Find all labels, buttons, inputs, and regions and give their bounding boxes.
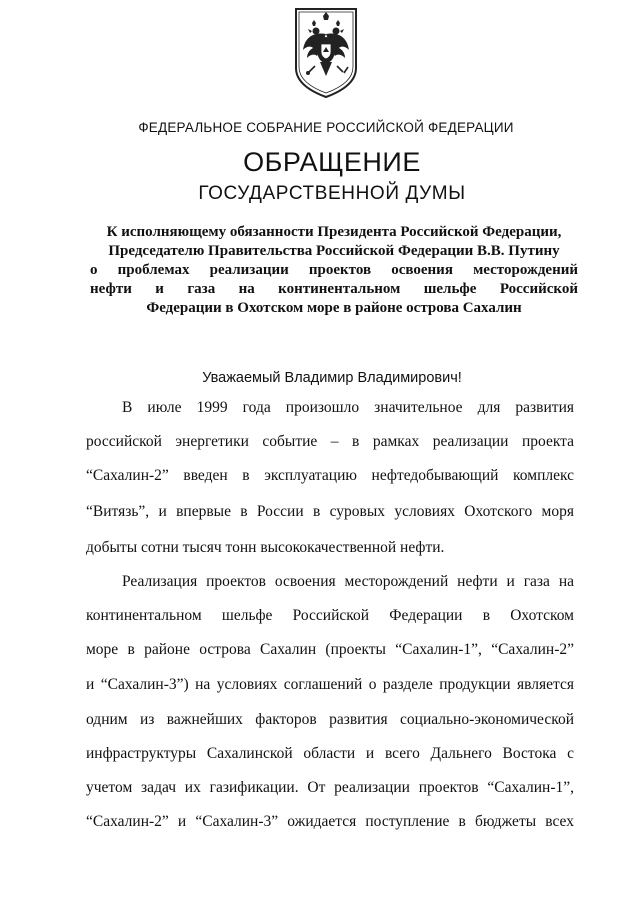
body-line: инфраструктуры Сахалинской области и всего Дальнего Востока с [86, 745, 574, 762]
addressee-line: о проблемах реализации проектов освоения месторождений [90, 262, 578, 278]
salutation: Уважаемый Владимир Владимирович! [202, 370, 462, 386]
body-line: Реализация проектов освоения месторождений нефти и газа на [122, 573, 574, 590]
body-line: море в районе острова Сахалин (проекты “Сахалин-1”, “Сахалин-2” [86, 641, 574, 658]
addressee-line: Федерации в Охотском море в районе острова Сахалин [146, 300, 522, 316]
addressee-block [90, 223, 578, 318]
body-line: В июле 1999 года произошло значительное для развития [122, 399, 574, 416]
double-headed-eagle-icon [293, 6, 359, 100]
body-line: “Сахалин-2” введен в эксплуатацию нефтедобывающий комплекс [86, 467, 574, 484]
addressee-line: нефти и газа на континентальном шельфе Российской [90, 281, 578, 297]
body-line: одним из важнейших факторов развития социально-экономической [86, 711, 574, 728]
document-subtitle: ГОСУДАРСТВЕННОЙ ДУМЫ [198, 183, 466, 204]
body-line: “Витязь”, и впервые в России в суровых условиях Охотского моря [86, 503, 574, 520]
body-line: и “Сахалин-3”) на условиях соглашений о разделе продукции является [86, 676, 574, 693]
body-line: “Сахалин-2” и “Сахалин-3” ожидается поступление в бюджеты всех [86, 813, 574, 830]
assembly-name: ФЕДЕРАЛЬНОЕ СОБРАНИЕ РОССИЙСКОЙ ФЕДЕРАЦИИ [138, 120, 514, 135]
addressee-line: Председателю Правительства Российской Федерации В.В. Путину [108, 243, 560, 259]
document-title: ОБРАЩЕНИЕ [243, 147, 421, 177]
body-line: российской энергетики событие – в рамках реализации проекта [86, 433, 574, 450]
addressee-line: К исполняющему обязанности Президента Российской Федерации, [106, 224, 562, 240]
coat-of-arms-emblem [293, 6, 359, 100]
body-line: учетом задач их газификации. От реализации проектов “Сахалин-1”, [86, 779, 574, 796]
body-line: континентальном шельфе Российской Федерации в Охотском [86, 607, 574, 624]
body-line: добыты сотни тысяч тонн высококачественной нефти. [86, 539, 445, 556]
